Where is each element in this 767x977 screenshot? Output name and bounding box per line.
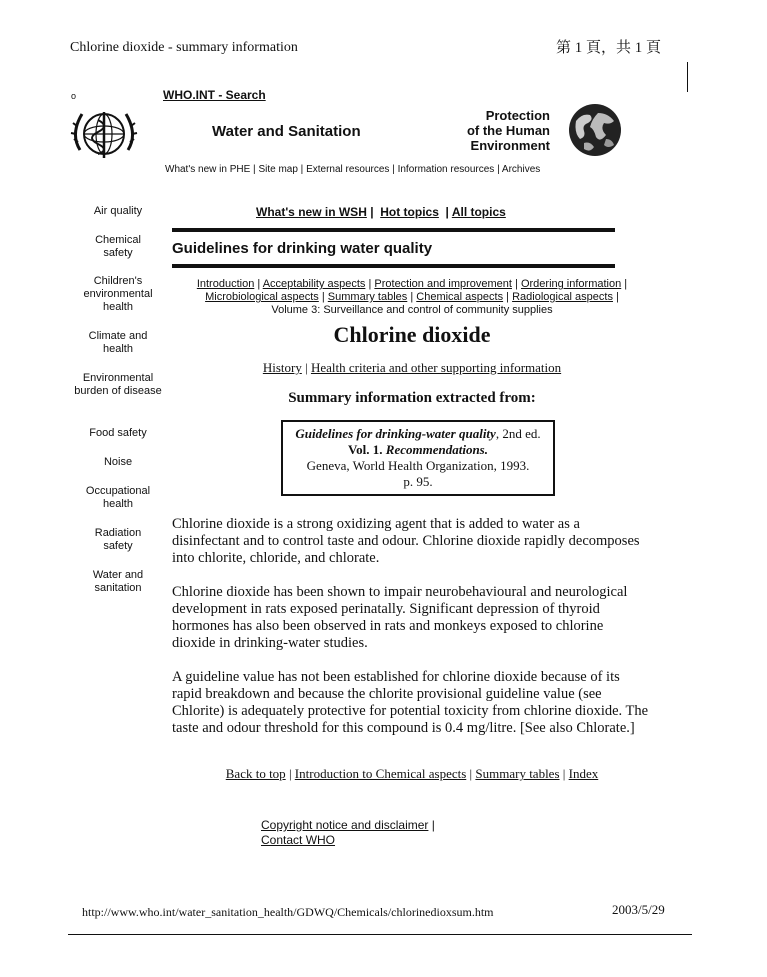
subnav-microbiological[interactable]: Microbiological aspects — [205, 291, 319, 303]
sidebar-item-climate-health[interactable]: Climate and health — [88, 330, 148, 355]
subnav-summary-tables[interactable]: Summary tables — [327, 291, 408, 303]
citation-volume-title: Recommendations. — [385, 442, 488, 457]
nav-information-resources[interactable]: Information resources — [397, 164, 495, 175]
sidebar-item-chemical-safety[interactable]: Chemical safety — [95, 234, 141, 259]
page-title: Chlorine dioxide — [333, 322, 491, 347]
subnav-acceptability[interactable]: Acceptability aspects — [262, 278, 366, 290]
copyright-block: Copyright notice and disclaimer | Contact WHO — [261, 818, 435, 847]
phe-heading — [450, 108, 550, 153]
nav-whats-new-wsh[interactable]: What's new in WSH — [256, 205, 367, 219]
page-indicator: 第 1 頁，共 1 頁 — [556, 40, 662, 56]
document-title: Chlorine dioxide - summary information — [70, 40, 298, 55]
divider — [172, 228, 615, 232]
index-link[interactable]: Index — [568, 766, 599, 781]
contact-who-link[interactable]: Contact WHO — [261, 833, 336, 847]
nav-archives[interactable]: Archives — [501, 164, 541, 175]
nav-hot-topics[interactable]: Hot topics — [380, 205, 439, 219]
nav-external-resources[interactable]: External resources — [306, 164, 390, 175]
list-bullet: o — [71, 91, 77, 101]
history-link[interactable]: History — [262, 360, 302, 375]
citation-box — [281, 420, 555, 496]
summary-tables-link[interactable]: Summary tables — [475, 766, 560, 781]
subnav-ordering[interactable]: Ordering information — [520, 278, 622, 290]
body-paragraph: Chlorine dioxide is a strong oxidizing agent that is added to water as a disinfectant and to control taste and odour. Chlorine dioxide rapidly decomposes into chlorite, chloride, and chlorate. — [172, 516, 640, 566]
section-title: Water and Sanitation — [212, 123, 361, 140]
sidebar-item-water-sanitation[interactable]: Water and sanitation — [92, 569, 144, 594]
footer-url: http://www.who.int/water_sanitation_health/GDWQ/Chemicals/chlorinedioxsum.htm — [82, 905, 494, 919]
body-paragraph: Chlorine dioxide has been shown to impair neurobehavioural and neurological development in rats exposed perinatally. Significant depression of thyroid hormones has also been observed in rats and monkeys exposed to chlorine dioxide in drinking-water studies. — [172, 584, 628, 651]
body-paragraph: A guideline value has not been established for chlorine dioxide because of its rapid breakdown and because the chlorite provisional guideline value (see Chlorite) is adequately protective for potential toxicity from chlorine dioxide. The taste and odour threshold for this compound is 0.4 mg/litre. [See also Chlorate.] — [172, 669, 649, 736]
subnav-volume3[interactable]: Volume 3: Surveillance and control of community supplies — [271, 304, 553, 316]
sidebar-item-noise[interactable]: Noise — [103, 456, 133, 468]
footer-date: 2003/5/29 — [612, 902, 665, 917]
breadcrumb: History | Health criteria and other supporting information — [262, 360, 562, 375]
divider — [172, 264, 615, 268]
nav-site-map[interactable]: Site map — [258, 164, 298, 175]
phe-heading-line: of the Human — [466, 123, 550, 138]
phe-nav: What's new in PHE | Site map | External resources | Information resources | Archives — [165, 164, 541, 175]
summary-body — [172, 516, 650, 754]
citation-title: Guidelines for drinking-water quality — [295, 426, 496, 441]
phe-heading-line: Protection — [485, 108, 550, 123]
subnav-radiological[interactable]: Radiological aspects — [512, 291, 613, 303]
footer-divider — [68, 934, 692, 935]
health-criteria-link[interactable]: Health criteria and other supporting information — [310, 360, 562, 375]
gdwq-title: Guidelines for drinking water quality — [172, 240, 433, 257]
citation-edition: , 2nd ed. — [495, 426, 541, 441]
sidebar-item-environmental-burden[interactable]: Environmental burden of disease — [74, 372, 162, 397]
summary-heading: Summary information extracted from: — [288, 390, 536, 406]
scan-mark — [687, 62, 688, 92]
who-emblem-icon — [68, 106, 140, 162]
sidebar-item-air-quality[interactable]: Air quality — [93, 205, 143, 217]
subnav-introduction[interactable]: Introduction — [196, 278, 255, 290]
intro-chemical-link[interactable]: Introduction to Chemical aspects — [294, 766, 467, 781]
citation-volume: Vol. 1. — [347, 442, 383, 457]
back-to-top-link[interactable]: Back to top — [225, 766, 286, 781]
citation-publisher: Geneva, World Health Organization, 1993. — [306, 458, 530, 473]
sidebar-item-food-safety[interactable]: Food safety — [89, 427, 147, 439]
citation-page: p. 95. — [403, 474, 433, 489]
phe-heading-line: Environment — [470, 138, 550, 153]
gdwq-subnav: Introduction | Acceptability aspects | Protection and improvement | Ordering information | Microbiological aspects | Summary tables | Chemical aspects | Radiological aspects | Volume 3: Surveillance and control of community supplies — [172, 278, 652, 317]
sidebar-item-occupational-health[interactable]: Occupational health — [85, 485, 151, 510]
wsh-nav: What's new in WSH | Hot topics | All topics — [256, 205, 506, 219]
subnav-chemical[interactable]: Chemical aspects — [416, 291, 504, 303]
subnav-protection[interactable]: Protection and improvement — [374, 278, 512, 290]
sidebar-item-childrens-health[interactable]: Children's environmental health — [83, 275, 153, 313]
nav-whats-new-phe[interactable]: What's new in PHE — [165, 164, 251, 175]
who-search-link[interactable]: WHO.INT - Search — [163, 88, 266, 102]
bottom-nav: Back to top | Introduction to Chemical aspects | Summary tables | Index — [225, 766, 599, 781]
globe-icon — [562, 103, 628, 157]
nav-all-topics[interactable]: All topics — [451, 205, 506, 219]
copyright-link[interactable]: Copyright notice and disclaimer — [261, 818, 429, 832]
sidebar-item-radiation-safety[interactable]: Radiation safety — [94, 527, 142, 552]
